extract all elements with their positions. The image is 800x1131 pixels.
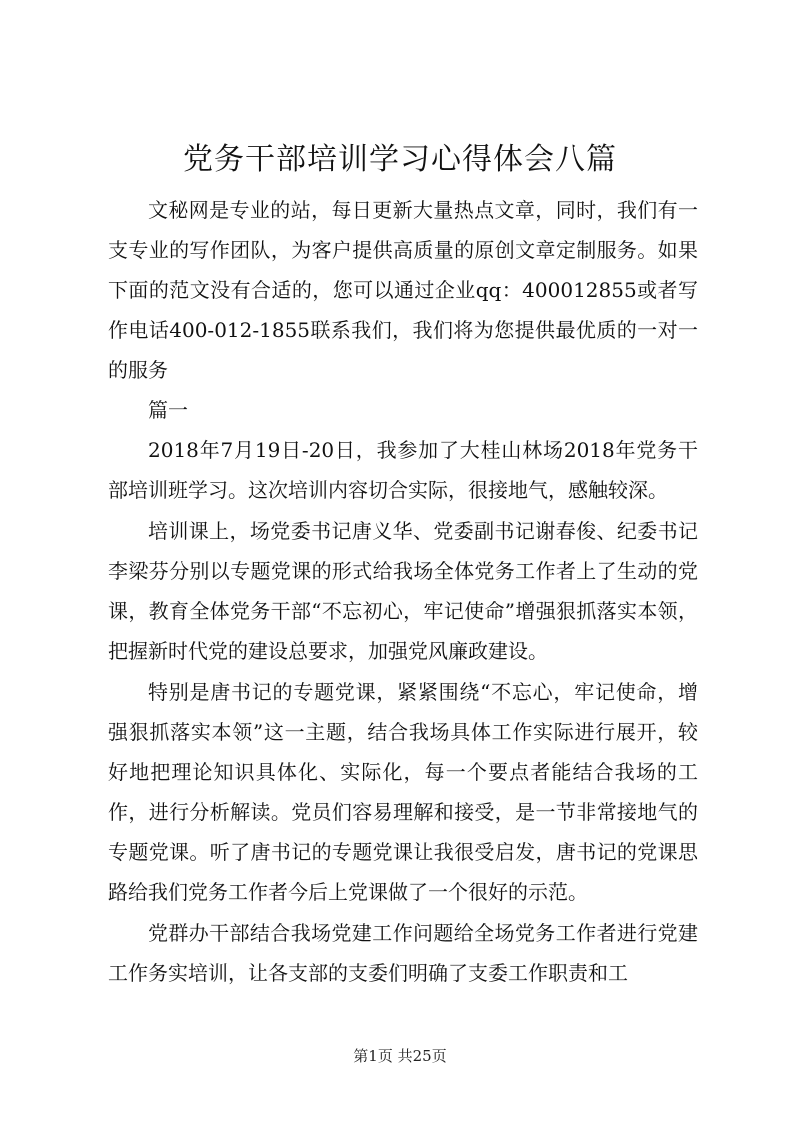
document-title: 党务干部培训学习心得体会八篇: [183, 142, 617, 177]
section-heading: 篇一: [148, 398, 188, 422]
document-body: [108, 190, 698, 993]
body-paragraph-3: 特别是唐书记的专题党课，紧紧围绕“不忘心，牢记使命，增强狠抓落实本领”这一主题，结合我场具体工作实际进行展开，较好地把理论知识具体化、实际化，每一个要点者能结合我场的工作，进行分析解读。党员们容易理解和接受，是一节非常接地气的专题党课。听了唐书记的专题党课让我很受启发，唐书记的党课思路给我们党务工作者今后上党课做了一个很好的示范。: [108, 680, 698, 904]
body-paragraph-2: 培训课上，场党委书记唐义华、党委副书记谢春俊、纪委书记李梁芬分别以专题党课的形式给我场全体党务工作者上了生动的党课，教育全体党务干部“不忘初心，牢记使命”增强狠抓落实本领，把握新时代党的建设总要求，加强党风廉政建设。: [108, 519, 698, 663]
page-footer: 第1页 共25页: [353, 1047, 447, 1065]
body-paragraph-1: 2018年7月19日-20日，我参加了大桂山林场2018年党务干部培训班学习。这次培训内容切合实际，很接地气，感触较深。: [108, 438, 698, 502]
intro-paragraph: 文秘网是专业的站，每日更新大量热点文章，同时，我们有一支专业的写作团队，为客户提供高质量的原创文章定制服务。如果下面的范文没有合适的，您可以通过企业qq：400012855或者写作电话400-012-1855联系我们，我们将为您提供最优质的一对一的服务: [108, 198, 698, 382]
body-paragraph-4: 党群办干部结合我场党建工作问题给全场党务工作者进行党建工作务实培训，让各支部的支委们明确了支委工作职责和工: [108, 921, 698, 985]
